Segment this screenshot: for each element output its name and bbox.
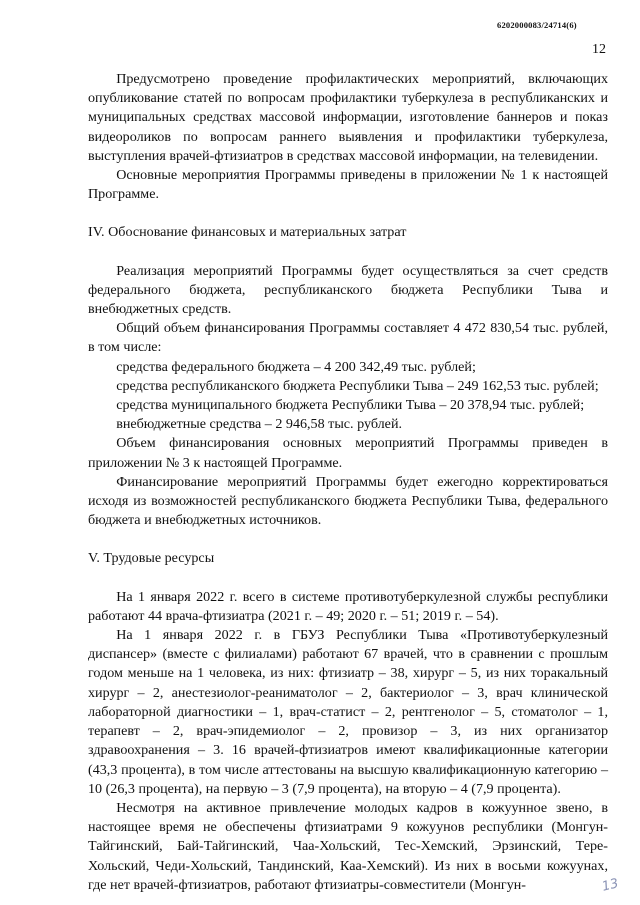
handwritten-page-mark: 13 (600, 876, 621, 895)
list-item-extrabudgetary: внебюджетные средства – 2 946,58 тыс. рублей. (116, 416, 403, 433)
section-heading-finance: IV. Обоснование финансовых и материальных затрат (88, 224, 407, 241)
paragraph-staff-shortage: Несмотря на активное привлечение молодых кадров в кожуунное звено, в настоящее время не обеспечены фтизиатрами 9 кожуунов республики (Монгун-Тайгинский, Бай-Тайгинский, Чаа-Хольский, Тес-Хемский, Эрзинский, Тере-Хольский, Чеди-Хольский, Тандинский, Каа-Хемский). Из них в восьми кожуунах, где нет врачей-фтизиатров, работают фтизиатры-совместители (Монгун- (88, 799, 608, 893)
paragraph-prevention-measures: Предусмотрено проведение профилактических мероприятий, включающих опубликование статей по вопросам профилактики туберкулеза в республиканских и муниципальных средствах массовой информации, изготовление баннеров и показ видеороликов по вопросам раннего выявления и профилактики туберкулеза, выступления врачей-фтизиатров в средствах массовой информации, на телевидении. (88, 71, 608, 164)
section-heading-labor: V. Трудовые ресурсы (88, 550, 215, 567)
document-body (88, 70, 608, 895)
document-code: 6202000083/24714(6) (497, 20, 577, 30)
paragraph-main-measures: Основные мероприятия Программы приведены в приложении № 1 к настоящей Программе. (88, 167, 608, 203)
list-item-municipal-budget: средства муниципального бюджета Республики Тыва – 20 378,94 тыс. рублей; (116, 397, 585, 414)
paragraph-total-financing: Общий объем финансирования Программы составляет 4 472 830,54 тыс. рублей, в том числе: (88, 320, 608, 356)
page-number: 12 (592, 42, 606, 57)
paragraph-appendix-3: Объем финансирования основных мероприятий Программы приведен в приложении № 3 к настоящей Программе. (88, 435, 608, 471)
list-item-federal-budget: средства федерального бюджета – 4 200 342,49 тыс. рублей; (116, 358, 476, 375)
paragraph-dispensary-staff: На 1 января 2022 г. в ГБУЗ Республики Тыва «Противотуберкулезный диспансер» (вместе с филиалами) работают 67 врачей, что в сравнении с прошлым годом меньше на 1 человека, из них: фтизиатр – 38, хирург – 5, из них торакальный хирург – 2, анестезиолог-реаниматолог – 2, бактериолог – 3, врач клинической лабораторной диагностики – 1, врач-статист – 2, рентгенолог – 5, стоматолог – 1, терапевт – 2, врач-эпидемиолог – 2, провизор – 3, из них организатор здравоохранения – 3. 16 врачей-фтизиатров имеют квалификационные категории (43,3 процента), в том числе аттестованы на высшую квалификационную категорию – 10 (26,3 процента), на первую – 3 (7,9 процента), на вторую – 4 (7,9 процента). (88, 627, 608, 797)
paragraph-annual-adjustment: Финансирование мероприятий Программы будет ежегодно корректироваться исходя из возможностей республиканского бюджета Республики Тыва, федерального бюджета и внебюджетных источников. (88, 473, 608, 529)
paragraph-phthisiatrists-count: На 1 января 2022 г. всего в системе противотуберкулезной службы республики работают 44 врача-фтизиатра (2021 г. – 49; 2020 г. – 51; 2019 г. – 54). (88, 588, 608, 624)
list-item-republic-budget: средства республиканского бюджета Республики Тыва – 249 162,53 тыс. рублей; (116, 377, 599, 394)
paragraph-financing-sources: Реализация мероприятий Программы будет осуществляться за счет средств федерального бюджета, республиканского бюджета Республики Тыва и внебюджетных средств. (88, 262, 608, 318)
